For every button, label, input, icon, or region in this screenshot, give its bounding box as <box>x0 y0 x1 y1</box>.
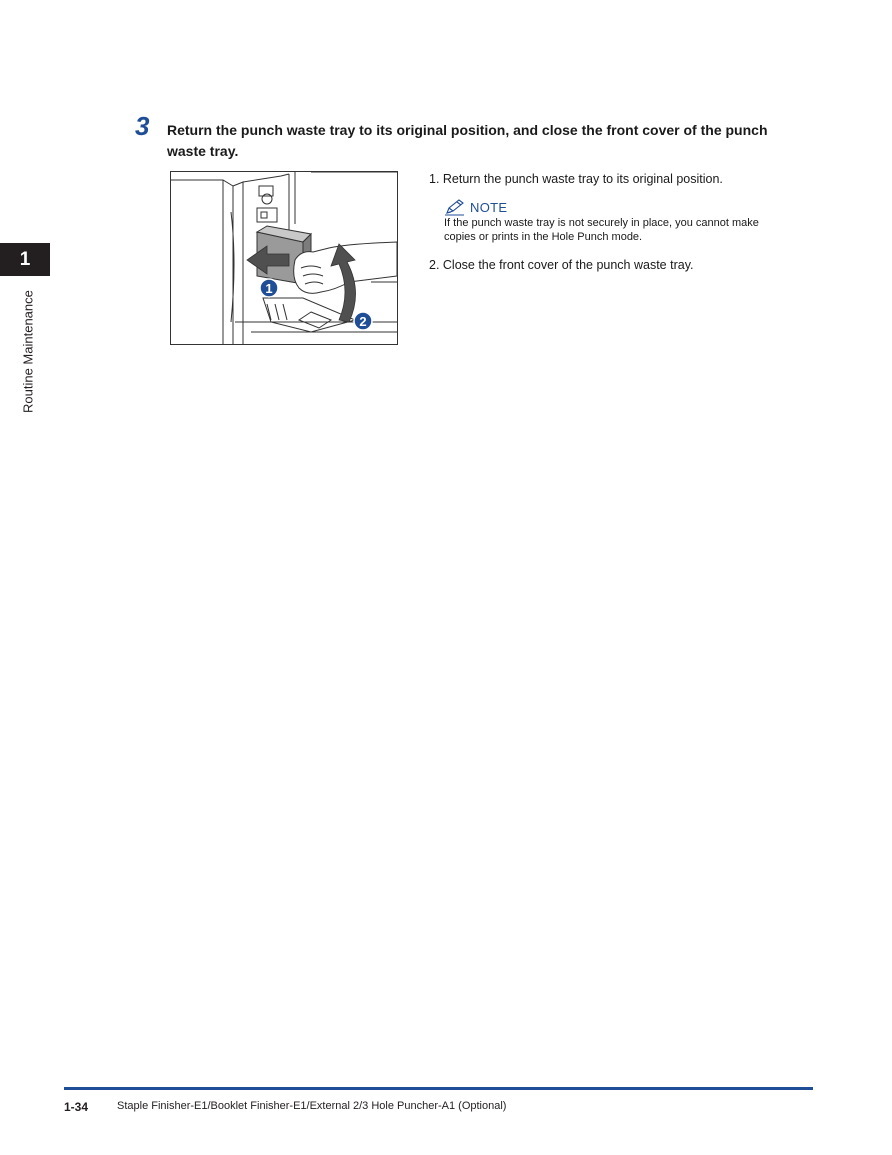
note-header <box>444 198 809 216</box>
pencil-note-icon <box>444 198 466 216</box>
chapter-label: Routine Maintenance <box>20 290 36 413</box>
instruction-item-2: 2. Close the front cover of the punch waste tray. <box>429 258 694 272</box>
chapter-number: 1 <box>19 248 31 270</box>
chapter-tab <box>0 243 50 276</box>
instruction-item-1: 1. Return the punch waste tray to its original position. <box>429 172 723 186</box>
illustration-drawing <box>171 172 397 344</box>
note-text: If the punch waste tray is not securely in place, you cannot make copies or prints in the Hole Punch mode. <box>444 217 759 243</box>
footer-title: Staple Finisher-E1/Booklet Finisher-E1/External 2/3 Hole Puncher-A1 (Optional) <box>117 1100 507 1112</box>
page-number: 1-34 <box>64 1100 89 1114</box>
note-label: NOTE <box>470 199 508 215</box>
callout-1-label: 1 <box>265 281 273 296</box>
step-number: 3 <box>135 111 150 141</box>
note-block <box>444 198 809 244</box>
callout-1 <box>260 279 278 297</box>
callout-2-label: 2 <box>359 314 367 329</box>
footer-rule <box>64 1087 813 1090</box>
punch-waste-tray-illustration <box>170 171 398 345</box>
instructions <box>429 171 809 274</box>
step-title: Return the punch waste tray to its original position, and close the front cover of the punch waste tray. <box>167 122 768 159</box>
callout-2 <box>354 312 372 330</box>
